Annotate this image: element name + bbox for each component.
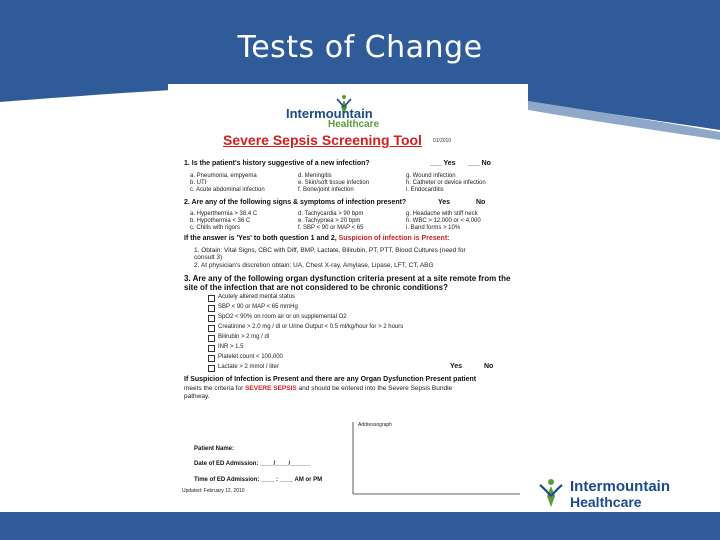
title-bar <box>0 0 720 90</box>
question-3-no: No <box>484 363 494 370</box>
form-logo-subtitle: Healthcare <box>328 119 380 130</box>
criterion-row <box>208 354 348 363</box>
criterion-row <box>208 344 348 353</box>
criterion-row <box>208 324 404 333</box>
brand-subname: Healthcare <box>570 494 642 510</box>
question-1-yes: ___ Yes <box>430 160 456 167</box>
conclusion-line1: If Suspicion of Infection is Present and there are any Organ Dysfunction Present patient <box>184 376 477 383</box>
time-admission-field[interactable]: Time of ED Admission: ____ : ____ AM or PM <box>194 477 323 483</box>
criterion-checkbox[interactable] <box>208 355 215 362</box>
question-2: 2. Are any of the following signs & symptoms of infection present? <box>184 199 407 206</box>
step-1-cont: consult 3) <box>194 254 223 261</box>
step-1: 1. Obtain: Vital Signs, CBC with Diff, BMP, Lactate, Bilirubin, PT, PTT, Blood Cultures (need for <box>194 247 466 254</box>
criterion-checkbox[interactable] <box>208 315 215 322</box>
criterion-label: INR > 1.5 <box>218 344 244 350</box>
criterion-label: SpO2 < 90% on room air or on supplemental O2 <box>218 314 347 320</box>
criterion-checkbox[interactable] <box>208 325 215 332</box>
q1-item: h. Catheter or device infection <box>406 180 486 186</box>
conclusion-line2 <box>184 385 452 392</box>
q2-item: i. Band forms > 10% <box>406 225 461 231</box>
updated-date: Updated: February 12, 2010 <box>182 488 245 494</box>
q2-item: f. SBP < 90 or MAP < 65 <box>298 225 364 231</box>
criterion-row <box>208 334 348 343</box>
q1-item: d. Meningitis <box>298 173 332 179</box>
q2-item: g. Headache with stiff neck <box>406 211 478 217</box>
brand-figure-icon <box>536 478 566 508</box>
question-1: 1. Is the patient's history suggestive of a new infection? <box>184 160 370 167</box>
slide-title: Tests of Change <box>237 30 483 65</box>
criterion-checkbox[interactable] <box>208 345 215 352</box>
q1-item: a. Pneumonia, empyema <box>190 173 257 179</box>
criterion-label: SBP < 90 or MAP < 65 mmHg <box>218 304 298 310</box>
question-2-yes: Yes <box>438 199 451 206</box>
form-version: 01/2010 <box>433 138 452 144</box>
q2-item: d. Tachycardia > 90 bpm <box>298 211 364 217</box>
criterion-checkbox[interactable] <box>208 335 215 342</box>
step-2: 2. At physician's discretion obtain: UA, Chest X-ray, Amylase, Lipase, LFT, CT, ABG <box>194 262 434 269</box>
infection-present-note <box>184 235 450 242</box>
q2-item: c. Chills with rigors <box>190 225 241 231</box>
form-logo-wordmark: Intermountain <box>286 106 373 121</box>
criterion-label: Platelet count < 100,000 <box>218 354 283 360</box>
criterion-label: Bilirubin > 2 mg / dl <box>218 334 270 340</box>
infection-present-emphasis: Suspicion of infection is Present: <box>338 235 450 242</box>
q2-item: e. Tachypnea > 20 bpm <box>298 218 361 224</box>
question-2-no: No <box>476 199 486 206</box>
q2-item: h. WBC > 12,000 or < 4,000 <box>406 218 481 224</box>
form-title: Severe Sepsis Screening Tool <box>223 132 422 148</box>
criterion-label: Lactate > 2 mmol / liter <box>218 364 279 370</box>
footer-bar <box>0 512 720 540</box>
q2-item: b. Hypothermia < 36 C <box>190 218 251 224</box>
criterion-row <box>208 294 348 303</box>
q1-item: g. Wound infection <box>406 173 456 179</box>
question-3-cont: site of the infection that are not considered to be chronic conditions? <box>184 283 449 292</box>
infection-present-prefix: If the answer is 'Yes' to both question 1 and 2, <box>184 235 339 242</box>
q1-item: e. Skin/soft tissue infection <box>298 180 370 186</box>
addressograph-label: Addressograph <box>358 422 392 428</box>
q1-item: c. Acute abdominal infection <box>190 187 265 193</box>
q1-item: f. Bone/joint infection <box>298 187 354 193</box>
conclusion-suffix: and should be entered into the Severe Sepsis Bundle <box>296 385 453 392</box>
question-3: 3. Are any of the following organ dysfunction criteria present at a site remote from the <box>184 274 511 283</box>
criterion-row <box>208 314 348 323</box>
criterion-label: Creatinine > 2.0 mg / dl or Urine Output < 0.5 ml/kg/hour for > 2 hours <box>218 324 404 330</box>
screening-form <box>168 84 528 496</box>
brand-name: Intermountain <box>570 478 670 495</box>
criterion-row <box>208 304 348 313</box>
criterion-row <box>208 364 348 373</box>
severe-sepsis-emphasis: SEVERE SEPSIS <box>245 385 297 392</box>
patient-name-field[interactable]: Patient Name: <box>194 446 235 452</box>
criterion-label: Acutely altered mental status <box>218 294 296 300</box>
conclusion-line3: pathway. <box>184 393 210 400</box>
criterion-checkbox[interactable] <box>208 305 215 312</box>
conclusion-prefix: meets the criteria for <box>184 385 246 392</box>
question-3-yes: Yes <box>450 363 463 370</box>
brand-logo <box>536 476 686 508</box>
q2-item: a. Hyperthermia > 38.4 C <box>190 211 258 217</box>
date-admission-field[interactable]: Date of ED Admission: ____/____/______ <box>194 461 311 467</box>
q1-item: i. Endocarditis <box>406 187 444 193</box>
question-1-no: ___ No <box>468 160 491 167</box>
q1-item: b. UTI <box>190 180 207 186</box>
criterion-checkbox[interactable] <box>208 365 215 372</box>
criterion-checkbox[interactable] <box>208 295 215 302</box>
